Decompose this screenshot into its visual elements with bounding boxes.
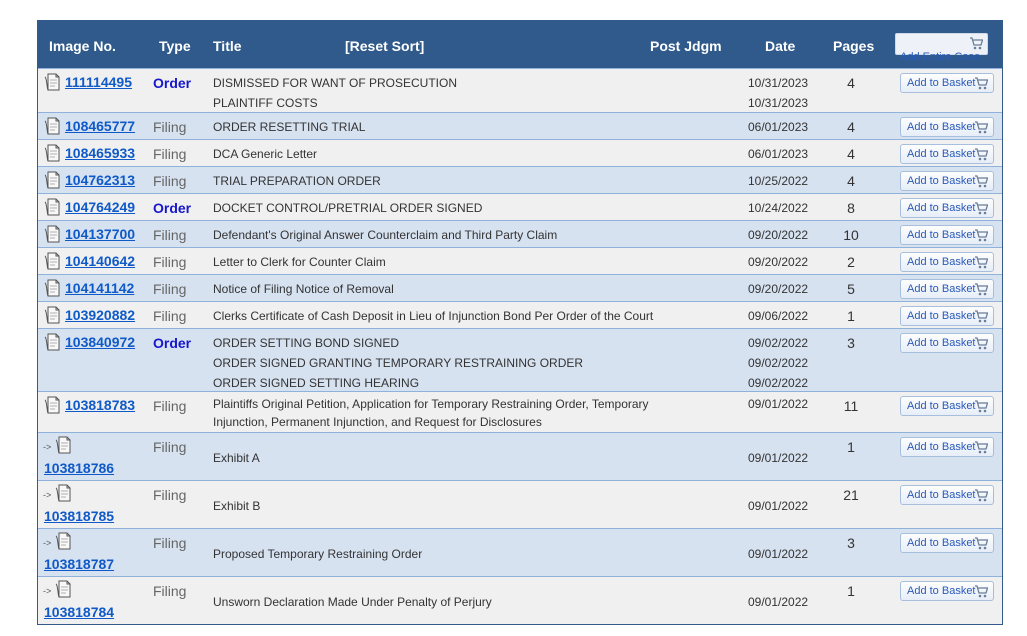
add-to-basket-label: Add to Basket [907,175,976,187]
col-image-no[interactable]: Image No. [49,38,116,54]
add-to-basket-label: Add to Basket [907,256,976,268]
document-icon[interactable] [55,580,71,598]
date-cell: 09/01/2022 [748,595,809,609]
add-to-basket-button[interactable] [900,171,994,191]
title-line: ORDER SETTING BOND SIGNED [213,336,400,350]
add-to-basket-button[interactable] [900,437,994,457]
type-cell: Filing [153,119,187,135]
document-icon[interactable] [55,532,71,550]
cart-icon [974,256,988,272]
pages-cell: 1 [847,583,855,599]
pages-cell: 8 [847,200,855,216]
date-cell: 10/31/2023 [748,96,809,110]
image-number-link[interactable]: 103840972 [65,334,136,350]
title-line: DCA Generic Letter [213,147,318,161]
reset-sort-link[interactable]: [Reset Sort] [345,38,425,54]
type-cell: Order [153,200,192,216]
title-line: Unsworn Declaration Made Under Penalty of Perjury [213,595,492,609]
add-to-basket-label: Add to Basket [907,283,976,295]
add-to-basket-button[interactable] [900,396,994,416]
document-icon[interactable] [44,117,60,135]
table-row [38,139,1002,166]
add-to-basket-button[interactable] [900,252,994,272]
pages-cell: 4 [847,173,855,189]
image-number-link[interactable]: 104141142 [65,280,135,296]
type-cell: Filing [153,146,187,162]
child-arrow-icon: -> [43,442,52,452]
type-cell: Filing [153,254,187,270]
type-cell: Filing [153,535,187,551]
cart-icon [974,283,988,299]
cart-icon [974,175,988,191]
pages-cell: 3 [847,335,855,351]
title-line: ORDER RESETTING TRIAL [213,120,366,134]
type-cell: Order [153,75,192,91]
document-icon[interactable] [44,252,60,270]
cart-icon [974,148,988,164]
date-cell: 09/01/2022 [748,397,809,411]
document-icon[interactable] [55,484,71,502]
title-line: ORDER SIGNED GRANTING TEMPORARY RESTRAINING ORDER [213,356,584,370]
cart-icon [974,537,988,553]
cart-icon [974,229,988,245]
add-to-basket-label: Add to Basket [907,229,976,241]
date-cell: 09/02/2022 [748,336,809,350]
type-cell: Order [153,335,192,351]
add-to-basket-label: Add to Basket [907,77,976,89]
date-cell: 06/01/2023 [748,120,809,134]
pages-cell: 4 [847,119,855,135]
date-cell: 09/02/2022 [748,376,809,390]
title-line: DOCKET CONTROL/PRETRIAL ORDER SIGNED [213,201,483,215]
col-title[interactable]: Title [213,38,242,54]
child-arrow-icon: -> [43,538,52,548]
type-cell: Filing [153,487,187,503]
table-row [38,301,1002,328]
cart-icon [974,441,988,457]
type-cell: Filing [153,583,187,599]
date-cell: 09/20/2022 [748,282,809,296]
document-icon[interactable] [44,171,60,189]
add-to-basket-label: Add to Basket [907,337,976,349]
title-line: DISMISSED FOR WANT OF PROSECUTION [213,76,458,90]
col-date[interactable]: Date [765,38,796,54]
child-arrow-icon: -> [43,586,52,596]
title-line: PLAINTIFF COSTS [213,96,318,110]
type-cell: Filing [153,308,187,324]
date-cell: 09/01/2022 [748,451,809,465]
add-to-basket-button[interactable] [900,581,994,601]
title-line: TRIAL PREPARATION ORDER [213,174,381,188]
title-line: Defendant's Original Answer Counterclaim and Third Party Claim [213,228,558,242]
document-icon[interactable] [44,225,60,243]
cart-icon [974,202,988,218]
type-cell: Filing [153,439,187,455]
add-to-basket-label: Add to Basket [907,400,976,412]
col-post-jdgm[interactable]: Post Jdgm [650,38,722,54]
cart-icon [974,489,988,505]
add-to-basket-label: Add to Basket [907,441,976,453]
add-to-basket-label: Add to Basket [907,489,976,501]
document-icon[interactable] [55,436,71,454]
date-cell: 09/20/2022 [748,255,809,269]
add-to-basket-label: Add to Basket [907,585,976,597]
image-number-link[interactable]: 103818783 [65,397,136,413]
col-pages[interactable]: Pages [833,38,875,54]
image-number-link[interactable]: 103818786 [44,460,115,476]
table-row [38,166,1002,193]
document-icon[interactable] [44,396,60,414]
add-to-basket-button[interactable] [900,225,994,245]
pages-cell: 2 [847,254,855,270]
title-line: Plaintiffs Original Petition, Application for Temporary Restraining Order, Temporary [213,397,649,411]
pages-cell: 5 [847,281,855,297]
type-cell: Filing [153,173,187,189]
col-type[interactable]: Type [159,38,191,54]
type-cell: Filing [153,281,187,297]
cart-icon [974,585,988,601]
date-cell: 09/01/2022 [748,547,809,561]
add-to-basket-button[interactable] [900,533,994,553]
pages-cell: 4 [847,146,855,162]
table-row [38,274,1002,301]
child-arrow-icon: -> [43,490,52,500]
document-icon[interactable] [44,198,60,216]
date-cell: 09/02/2022 [748,356,809,370]
date-cell: 10/31/2023 [748,76,809,90]
add-to-basket-label: Add to Basket [907,202,976,214]
pages-cell: 4 [847,75,855,91]
add-to-basket-label: Add to Basket [907,537,976,549]
table-row [38,432,1002,480]
pages-cell: 21 [843,487,859,503]
add-to-basket-button[interactable] [900,485,994,505]
image-number-link[interactable]: 108465933 [65,145,136,161]
table-row [38,247,1002,274]
cart-icon [974,337,988,353]
table-row [38,328,1002,391]
cart-icon [969,37,983,50]
table-header [38,21,1002,68]
document-icon[interactable] [44,73,60,91]
type-cell: Filing [153,398,187,414]
table-row [38,220,1002,247]
cart-icon [974,310,988,326]
table-row [38,68,1002,112]
cart-icon [974,77,988,93]
add-to-basket-button[interactable] [900,279,994,299]
image-number-link[interactable]: 103920882 [65,307,136,323]
table-row [38,576,1002,624]
add-to-basket-button[interactable] [900,306,994,326]
image-number-link[interactable]: 103818787 [44,556,115,572]
add-to-basket-label: Add to Basket [907,121,976,133]
pages-cell: 3 [847,535,855,551]
image-number-link[interactable]: 111114495 [65,74,132,90]
pages-cell: 1 [847,439,855,455]
image-number-link[interactable]: 104140642 [65,253,136,269]
add-to-basket-button[interactable] [900,117,994,137]
pages-cell: 10 [843,227,859,243]
table-row [38,391,1002,432]
title-line: Clerks Certificate of Cash Deposit in Lieu of Injunction Bond Per Order of the Court [213,309,654,323]
title-line: Notice of Filing Notice of Removal [213,282,394,296]
type-cell: Filing [153,227,187,243]
pages-cell: 11 [843,398,859,414]
title-line: Exhibit B [213,499,261,513]
date-cell: 09/06/2022 [748,309,809,323]
table-row [38,528,1002,576]
add-to-basket-label: Add to Basket [907,310,976,322]
title-line: Letter to Clerk for Counter Claim [213,255,386,269]
image-number-link[interactable]: 104137700 [65,226,136,242]
image-number-link[interactable]: 108465777 [65,118,136,134]
date-cell: 09/20/2022 [748,228,809,242]
add-to-basket-label: Add to Basket [907,148,976,160]
document-icon[interactable] [44,144,60,162]
table-row [38,193,1002,220]
add-to-basket-button[interactable] [900,333,994,353]
date-cell: 06/01/2023 [748,147,809,161]
date-cell: 09/01/2022 [748,499,809,513]
document-icon[interactable] [44,279,60,297]
image-number-link[interactable]: 104764249 [65,199,136,215]
pages-cell: 1 [847,308,855,324]
add-to-basket-button[interactable] [900,73,994,93]
title-line: Proposed Temporary Restraining Order [213,547,423,561]
title-line: ORDER SIGNED SETTING HEARING [213,376,420,390]
add-entire-case-label: Add Entire Case [900,51,981,63]
add-to-basket-button[interactable] [900,198,994,218]
cart-icon [974,400,988,416]
title-line: Injunction, Permanent Injunction, and Request for Disclosures [213,415,542,429]
cart-icon [974,121,988,137]
image-number-link[interactable]: 103818784 [44,604,115,620]
add-to-basket-button[interactable] [900,144,994,164]
table-row [38,480,1002,528]
table-row [38,112,1002,139]
date-cell: 10/25/2022 [748,174,809,188]
document-icon[interactable] [44,333,60,351]
case-documents-table [37,20,1003,625]
document-icon[interactable] [44,306,60,324]
add-entire-case-button[interactable] [895,33,988,63]
image-number-link[interactable]: 103818785 [44,508,115,524]
image-number-link[interactable]: 104762313 [65,172,136,188]
date-cell: 10/24/2022 [748,201,809,215]
title-line: Exhibit A [213,451,260,465]
